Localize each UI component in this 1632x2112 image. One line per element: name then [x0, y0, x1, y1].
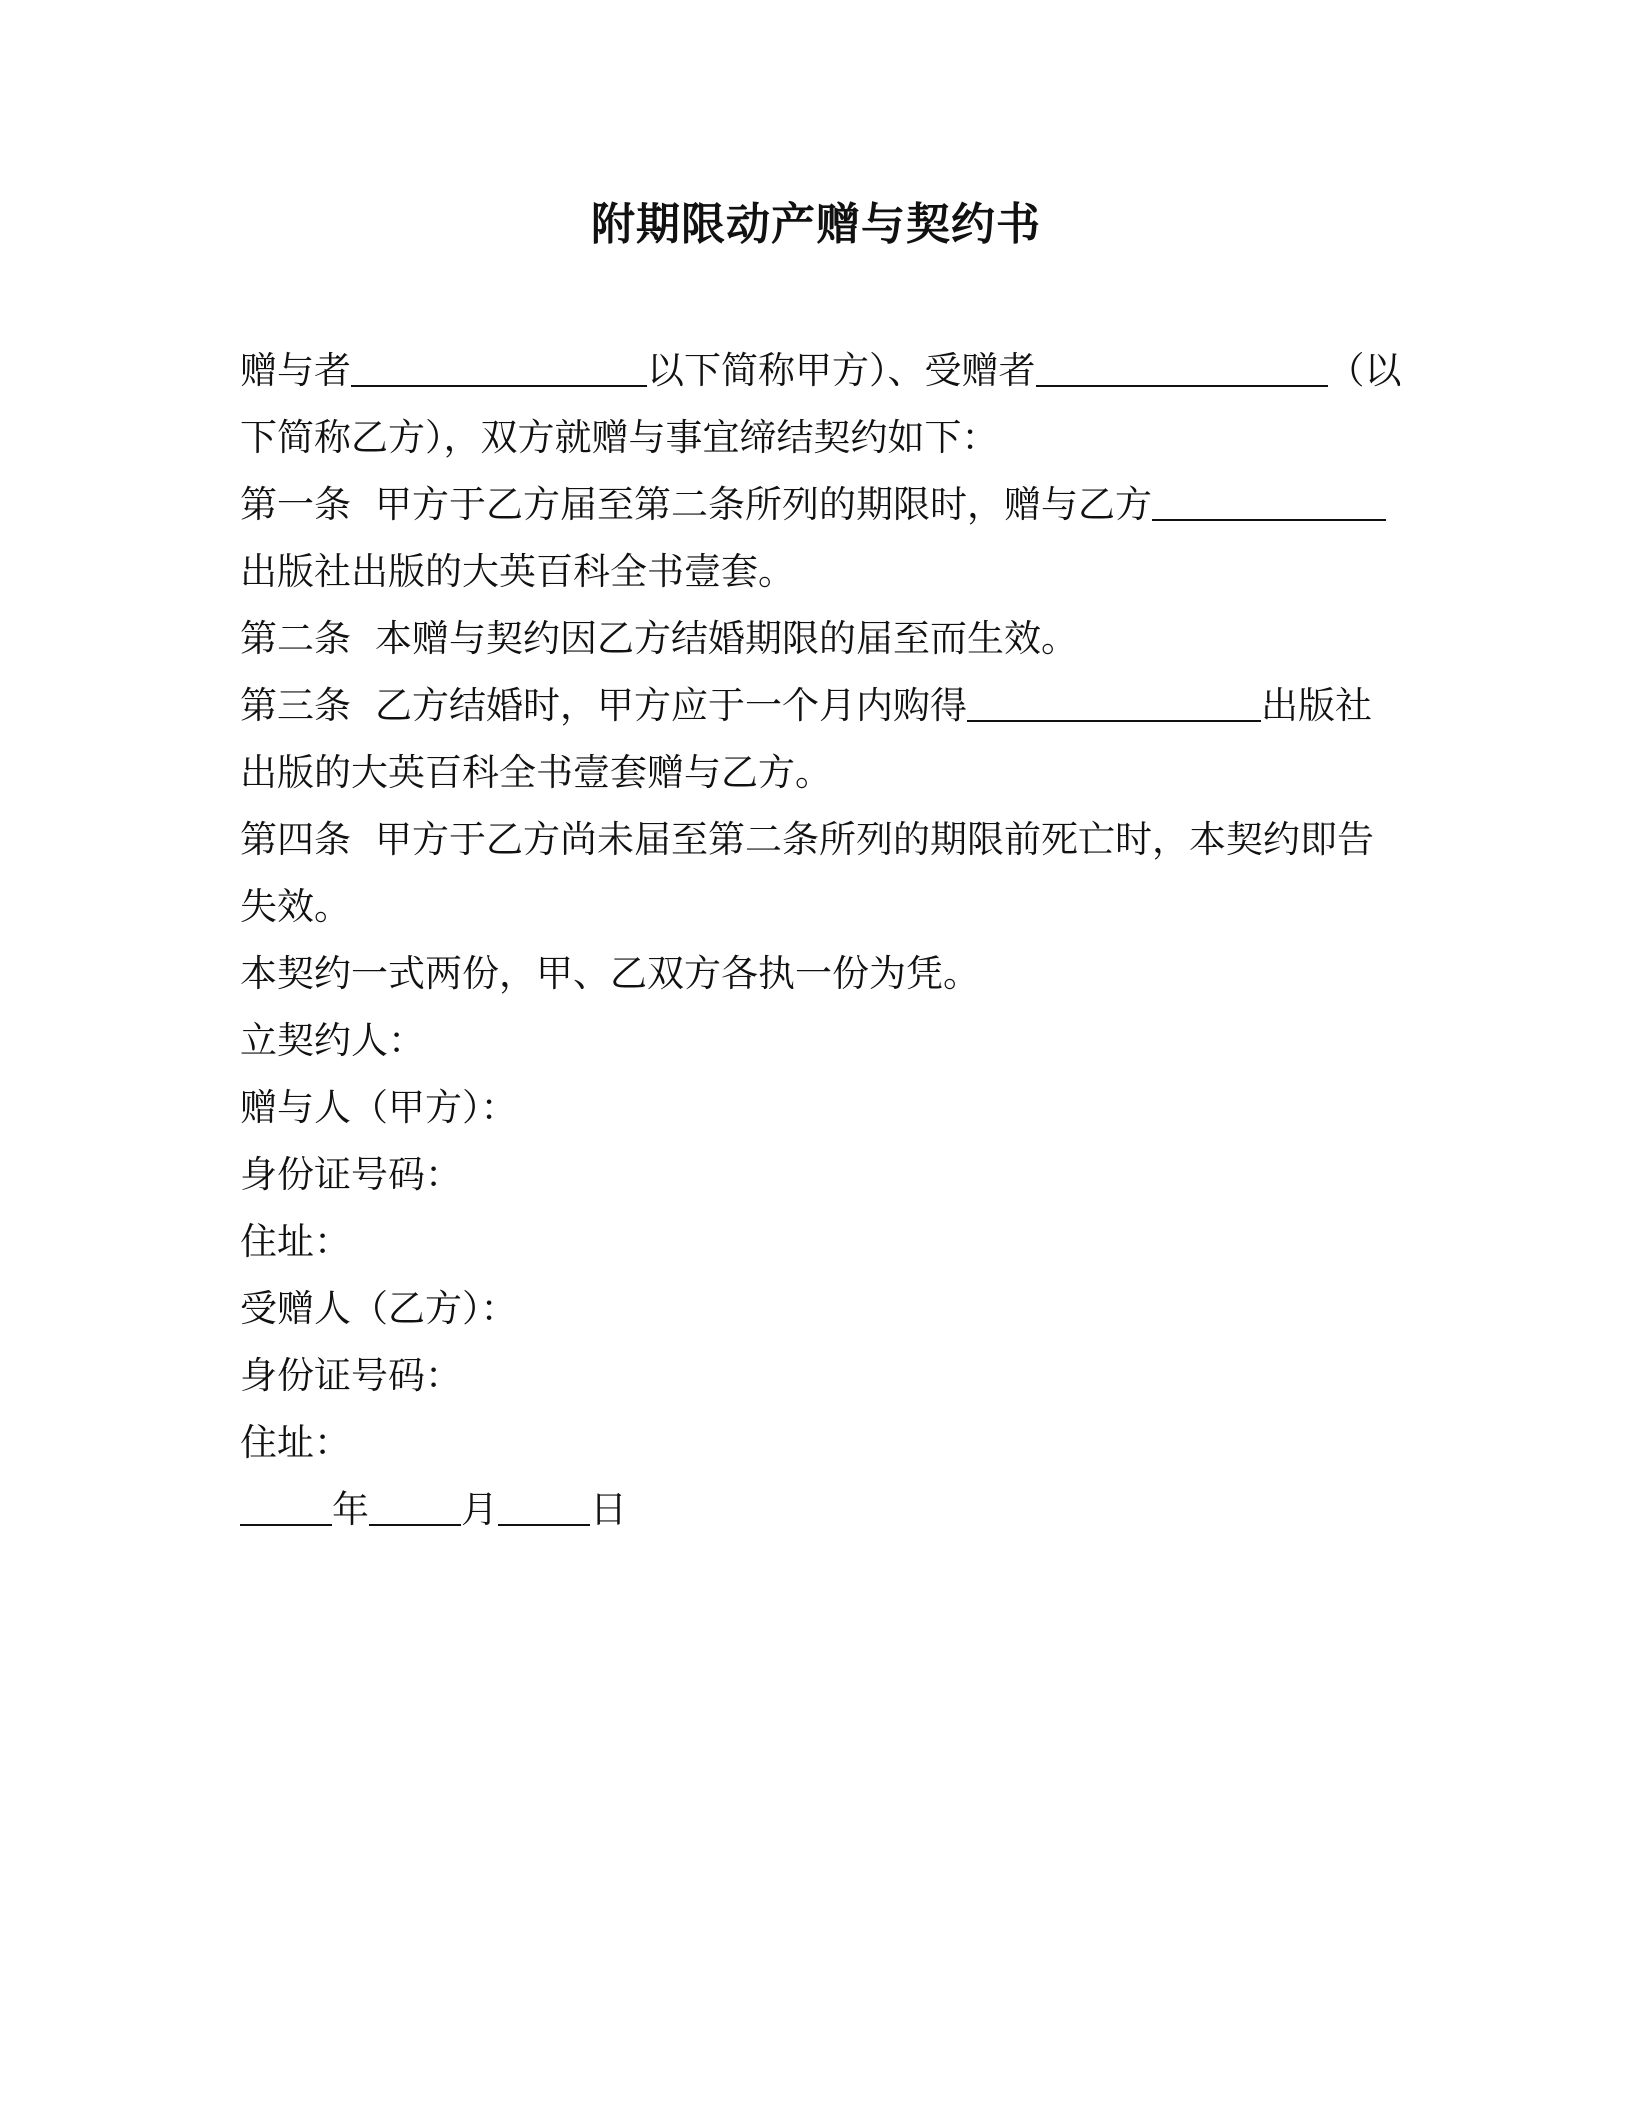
date-line	[240, 1476, 1380, 1543]
article-3-line-1	[240, 672, 1380, 739]
article-1-number: 第一条	[240, 483, 351, 526]
copies-line	[240, 940, 1380, 1007]
day-label: 日	[590, 1488, 627, 1531]
donee-id-label: 身份证号码：	[240, 1354, 462, 1397]
publisher-blank-1[interactable]	[1152, 479, 1386, 521]
article-4-text: 甲方于乙方尚未届至第二条所列的期限前死亡时，本契约即告	[375, 818, 1374, 861]
copies-text: 本契约一式两份，甲、乙双方各执一份为凭。	[240, 952, 980, 995]
donee-name-blank[interactable]	[1036, 345, 1328, 387]
contract-body	[240, 337, 1402, 1543]
article-1-line-2	[240, 538, 1380, 605]
donor-id-label: 身份证号码：	[240, 1153, 462, 1196]
donor-name-blank[interactable]	[351, 345, 647, 387]
donee-address-label: 住址：	[240, 1421, 351, 1464]
month-blank[interactable]	[369, 1484, 461, 1526]
article-4-text-cont: 失效。	[240, 885, 351, 928]
donor-label: 赠与人（甲方）：	[240, 1086, 518, 1129]
article-3-text: 乙方结婚时，甲方应于一个月内购得	[375, 684, 967, 727]
donor-prefix: 赠与者	[240, 349, 351, 392]
article-4-number: 第四条	[240, 818, 351, 861]
donee-label: 受赠人（乙方）：	[240, 1287, 518, 1330]
preamble-line-2	[240, 404, 1380, 471]
preamble-tail: 下简称乙方），双方就赠与事宜缔结契约如下：	[240, 416, 999, 459]
donor-address-line	[240, 1208, 1380, 1275]
article-2-line	[240, 605, 1380, 672]
article-4-line-1	[240, 806, 1380, 873]
preamble-continuation: （以	[1327, 349, 1402, 392]
article-3-line-2	[240, 739, 1380, 806]
document-title: 附期限动产赠与契约书	[591, 199, 1041, 250]
donee-line	[240, 1275, 1380, 1342]
article-1-text-cont: 出版社出版的大英百科全书壹套。	[240, 550, 795, 593]
donor-id-line	[240, 1141, 1380, 1208]
publisher-blank-2[interactable]	[967, 680, 1261, 722]
donee-id-line	[240, 1342, 1380, 1409]
donor-address-label: 住址：	[240, 1220, 351, 1263]
article-3-publisher: 出版社	[1261, 684, 1372, 727]
article-3-number: 第三条	[240, 684, 351, 727]
year-blank[interactable]	[240, 1484, 332, 1526]
article-1-text: 甲方于乙方届至第二条所列的期限时，赠与乙方	[375, 483, 1152, 526]
article-3-text-cont: 出版的大英百科全书壹套赠与乙方。	[240, 751, 832, 794]
article-2-number: 第二条	[240, 617, 351, 660]
parties-line	[240, 1007, 1380, 1074]
day-blank[interactable]	[498, 1484, 590, 1526]
preamble-line-1	[240, 337, 1402, 404]
month-label: 月	[461, 1488, 498, 1531]
donee-address-line	[240, 1409, 1380, 1476]
article-4-line-2	[240, 873, 1380, 940]
donor-line	[240, 1074, 1380, 1141]
year-label: 年	[332, 1488, 369, 1531]
article-2-text: 本赠与契约因乙方结婚期限的届至而生效。	[375, 617, 1078, 660]
parties-label: 立契约人：	[240, 1019, 425, 1062]
donee-prefix: 以下简称甲方）、受赠者	[647, 349, 1036, 392]
article-1-line-1	[240, 471, 1380, 538]
